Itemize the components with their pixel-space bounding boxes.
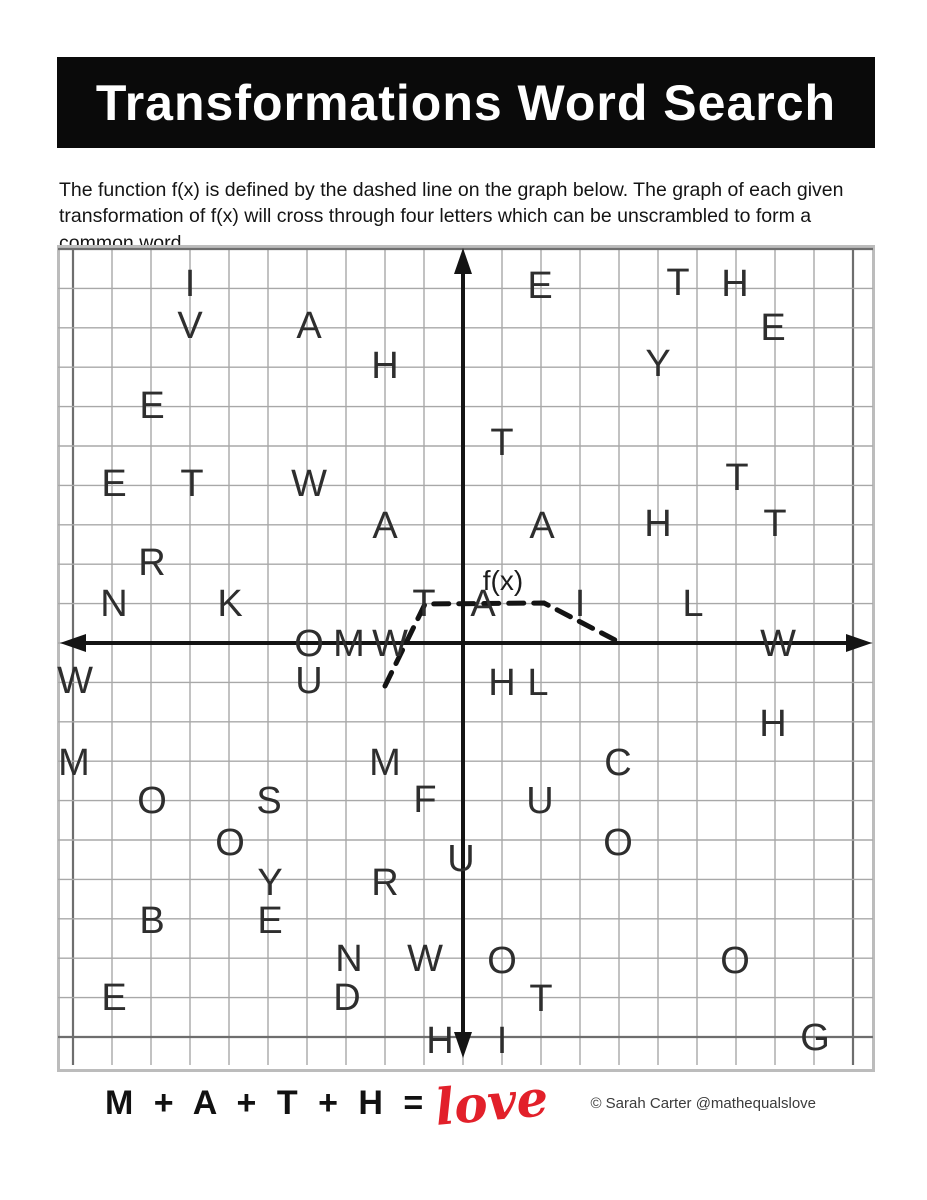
grid-letter-O: O — [603, 822, 633, 864]
math-equation: M + A + T + H = — [105, 1083, 426, 1122]
footer — [105, 1068, 875, 1137]
grid-letter-B: B — [139, 900, 165, 942]
grid-letter-W: W — [760, 623, 796, 665]
grid-letter-U: U — [447, 838, 475, 880]
title-banner — [57, 57, 875, 148]
grid-letter-C: C — [604, 742, 632, 784]
grid-letter-W: W — [407, 938, 443, 980]
grid-letter-F: F — [413, 779, 437, 821]
grid-letter-Y: Y — [645, 343, 671, 385]
grid-letter-T: T — [180, 463, 204, 505]
grid-letter-T: T — [666, 262, 690, 304]
grid-letter-E: E — [527, 265, 553, 307]
coordinate-grid — [57, 245, 875, 1072]
grid-letter-A: A — [529, 505, 555, 547]
grid-letter-H: H — [759, 703, 787, 745]
grid-letter-S: S — [256, 780, 282, 822]
grid-letter-E: E — [101, 977, 127, 1019]
grid-letter-E: E — [257, 900, 283, 942]
grid-letter-H: H — [426, 1020, 454, 1062]
grid-letter-O: O — [720, 940, 750, 982]
grid-letter-U: U — [295, 660, 323, 702]
grid-letter-H: H — [371, 345, 399, 387]
y-axis-bottom-arrow — [454, 1032, 472, 1058]
grid-letter-W: W — [291, 463, 327, 505]
grid-letter-E: E — [139, 385, 165, 427]
grid-letter-T: T — [490, 422, 514, 464]
grid-letter-V: V — [177, 305, 203, 347]
grid-letter-R: R — [371, 862, 399, 904]
grid-letter-M: M — [369, 742, 401, 784]
grid-letter-T: T — [412, 583, 436, 625]
grid-letter-H: H — [721, 263, 749, 305]
grid-letter-W: W — [372, 623, 408, 665]
grid-letter-A: A — [470, 583, 496, 625]
grid-letter-H: H — [644, 503, 672, 545]
x-axis-right-arrow — [846, 634, 872, 652]
instructions-text: The function f(x) is defined by the dashed line on the graph below. The graph of each given transformation of f(x) will cross through four letters which can be unscrambled to form a common word. — [59, 178, 844, 255]
grid-letter-R: R — [138, 542, 166, 584]
grid-letter-I: I — [496, 1020, 508, 1062]
love-script-word: love — [432, 1068, 551, 1137]
copyright-attribution: © Sarah Carter @mathequalslove — [590, 1094, 817, 1112]
grid-letter-A: A — [296, 305, 322, 347]
grid-letter-O: O — [137, 780, 167, 822]
fx-label: f(x) — [482, 565, 524, 596]
grid-letter-M: M — [333, 623, 365, 665]
graph-svg — [57, 245, 875, 1072]
grid-letter-T: T — [529, 978, 553, 1020]
y-axis-top-arrow — [454, 248, 472, 274]
page-title: Transformations Word Search — [95, 74, 837, 131]
grid-letter-I: I — [184, 263, 196, 305]
grid-letter-O: O — [215, 822, 245, 864]
grid-letter-T: T — [725, 457, 749, 499]
grid-letter-O: O — [294, 623, 324, 665]
grid-letter-T: T — [763, 503, 787, 545]
grid-letter-W: W — [57, 660, 93, 702]
grid-letter-Y: Y — [257, 862, 283, 904]
grid-letter-A: A — [372, 505, 398, 547]
grid-letter-D: D — [333, 977, 361, 1019]
grid-letter-N: N — [335, 938, 363, 980]
grid-letter-O: O — [487, 940, 517, 982]
grid-letter-N: N — [100, 583, 128, 625]
grid-letter-I: I — [574, 583, 586, 625]
graph-frame — [59, 247, 874, 1071]
grid-letter-E: E — [760, 307, 786, 349]
grid-letter-K: K — [217, 583, 243, 625]
grid-letter-M: M — [58, 742, 90, 784]
grid-letter-L: L — [682, 583, 704, 625]
grid-letter-E: E — [101, 463, 127, 505]
grid-letter-U: U — [526, 780, 554, 822]
grid-letter-L: L — [527, 662, 549, 704]
grid-letter-G: G — [800, 1017, 830, 1059]
grid-letter-H: H — [488, 662, 516, 704]
